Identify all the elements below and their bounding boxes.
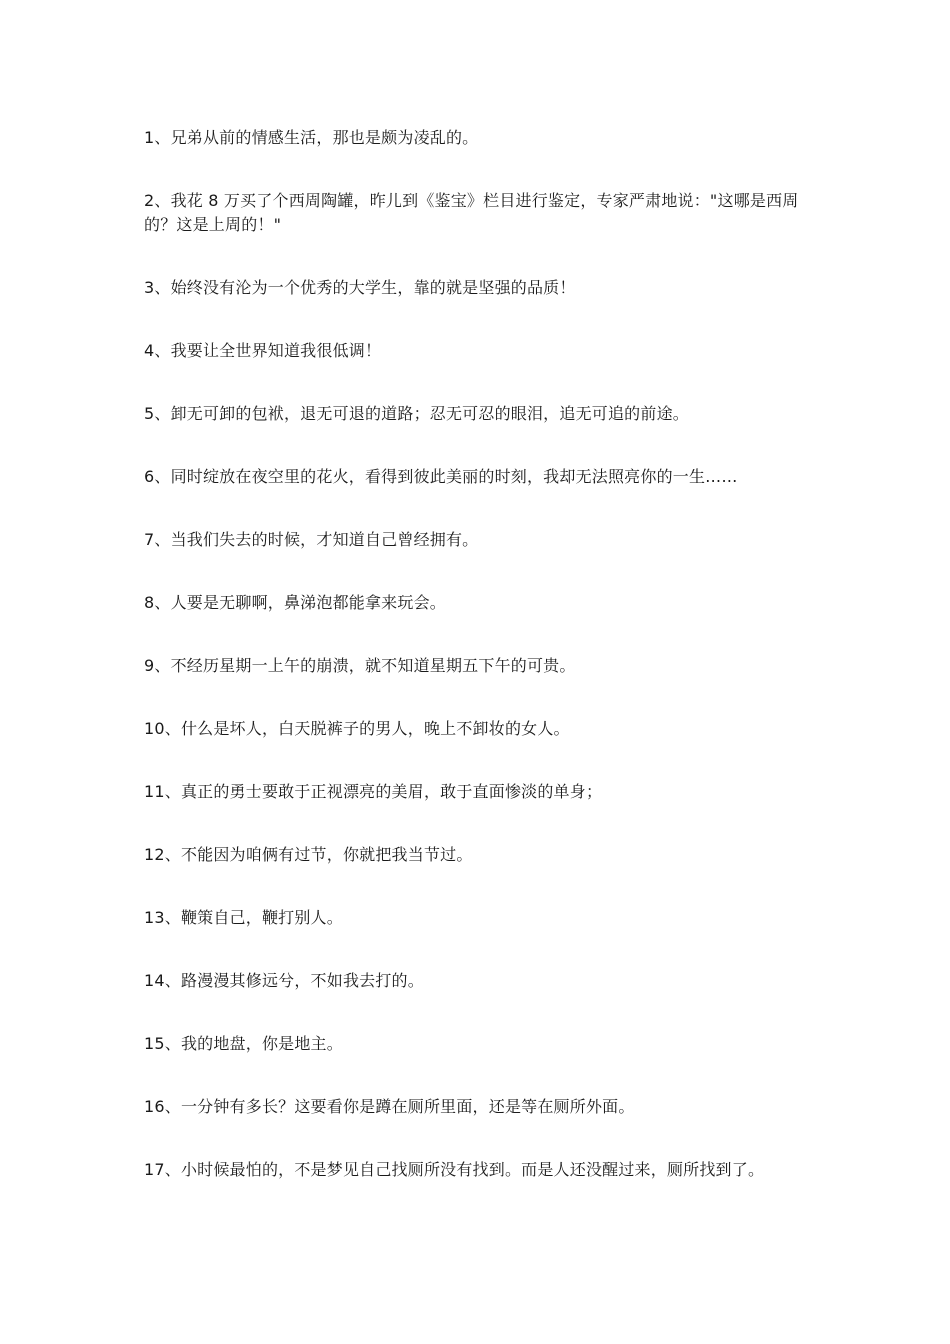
paragraph-17: 17、小时候最怕的，不是梦见自己找厕所没有找到。而是人还没醒过来，厕所找到了。 xyxy=(144,1160,765,1179)
paragraph-10: 10、什么是坏人，白天脱裤子的男人，晚上不卸妆的女人。 xyxy=(144,719,570,738)
paragraph-3: 3、始终没有沦为一个优秀的大学生，靠的就是坚强的品质！ xyxy=(144,278,576,297)
paragraph-1: 1、兄弟从前的情感生活，那也是颇为凌乱的。 xyxy=(144,128,479,147)
paragraph-12: 12、不能因为咱俩有过节，你就把我当节过。 xyxy=(144,845,473,864)
paragraph-13: 13、鞭策自己，鞭打别人。 xyxy=(144,908,343,927)
paragraph-15: 15、我的地盘，你是地主。 xyxy=(144,1034,343,1053)
paragraph-8: 8、人要是无聊啊，鼻涕泡都能拿来玩会。 xyxy=(144,593,446,612)
document-body xyxy=(144,126,814,1221)
paragraph-14: 14、路漫漫其修远兮，不如我去打的。 xyxy=(144,971,424,990)
paragraph-7: 7、当我们失去的时候，才知道自己曾经拥有。 xyxy=(144,530,479,549)
paragraph-5: 5、卸无可卸的包袱，退无可退的道路；忍无可忍的眼泪，追无可追的前途。 xyxy=(144,404,689,423)
paragraph-16: 16、一分钟有多长？这要看你是蹲在厕所里面，还是等在厕所外面。 xyxy=(144,1097,635,1116)
paragraph-2: 2、我花 8 万买了个西周陶罐，昨儿到《鉴宝》栏目进行鉴定，专家严肃地说："这哪是西周的？这是上周的！" xyxy=(144,191,799,234)
paragraph-11: 11、真正的勇士要敢于正视漂亮的美眉，敢于直面惨淡的单身； xyxy=(144,782,603,801)
paragraph-9: 9、不经历星期一上午的崩溃，就不知道星期五下午的可贵。 xyxy=(144,656,576,675)
paragraph-4: 4、我要让全世界知道我很低调！ xyxy=(144,341,382,360)
paragraph-6: 6、同时绽放在夜空里的花火，看得到彼此美丽的时刻，我却无法照亮你的一生…… xyxy=(144,467,738,486)
